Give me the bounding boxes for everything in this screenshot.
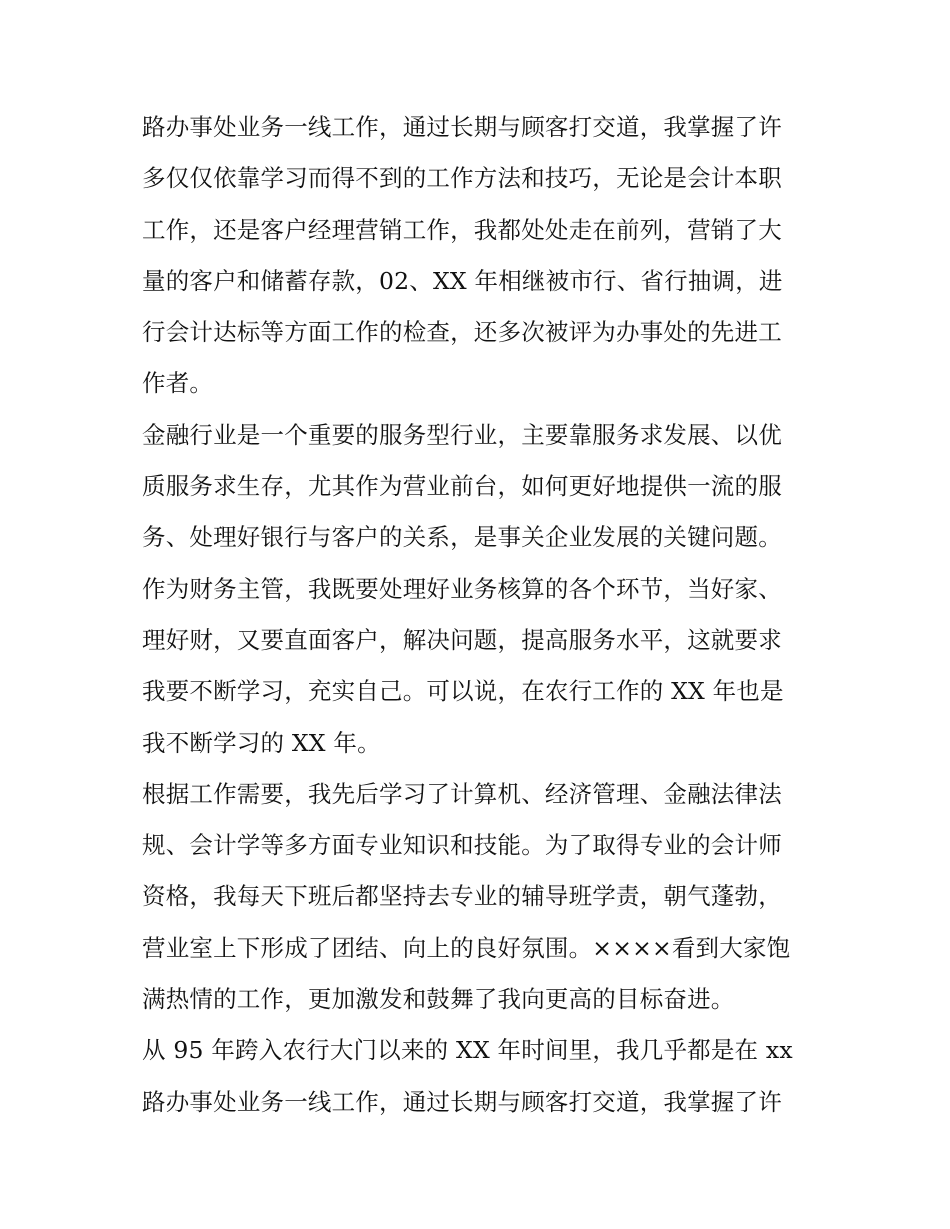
text-line-6: 作者。 (142, 369, 214, 398)
text-line-7: 金融行业是一个重要的服务型行业，主要靠服务求发展、以优 (142, 420, 782, 449)
text-line-2: 多仅仅依靠学习而得不到的工作方法和技巧，无论是会计本职 (142, 164, 782, 193)
text-line-4: 量的客户和储蓄存款，02、XX 年相继被市行、省行抽调，进 (142, 266, 783, 295)
text-line-9: 务、处理好银行与客户的关系，是事关企业发展的关键问题。 (142, 523, 782, 552)
document-body-text (142, 102, 822, 1128)
text-line-11: 理好财，又要直面客户，解决问题，提高服务水平，这就要求 (142, 625, 782, 654)
text-line-15: 规、会计学等多方面专业知识和技能。为了取得专业的会计师 (142, 831, 782, 860)
text-line-20: 路办事处业务一线工作，通过长期与顾客打交道，我掌握了许 (142, 1087, 782, 1116)
text-line-13: 我不断学习的 XX 年。 (142, 728, 381, 757)
text-line-5: 行会计达标等方面工作的检查，还多次被评为办事处的先进工 (142, 318, 782, 347)
text-line-18: 满热情的工作，更加激发和鼓舞了我向更高的目标奋进。 (142, 985, 735, 1014)
text-line-3: 工作，还是客户经理营销工作，我都处处走在前列，营销了大 (142, 215, 782, 244)
text-line-17: 营业室上下形成了团结、向上的良好氛围。××××看到大家饱 (142, 933, 791, 962)
text-line-1: 路办事处业务一线工作，通过长期与顾客打交道，我掌握了许 (142, 113, 782, 141)
text-line-10: 作为财务主管，我既要处理好业务核算的各个环节，当好家、 (142, 574, 782, 603)
text-line-14: 根据工作需要，我先后学习了计算机、经济管理、金融法律法 (142, 779, 782, 808)
text-line-16: 资格，我每天下班后都坚持去专业的辅导班学责，朝气蓬勃， (142, 882, 782, 911)
text-line-12: 我要不断学习，充实自己。可以说，在农行工作的 XX 年也是 (142, 677, 784, 706)
text-line-19: 从 95 年跨入农行大门以来的 XX 年时间里，我几乎都是在 xx (142, 1036, 793, 1065)
text-line-8: 质服务求生存，尤其作为营业前台，如何更好地提供一流的服 (142, 472, 782, 501)
